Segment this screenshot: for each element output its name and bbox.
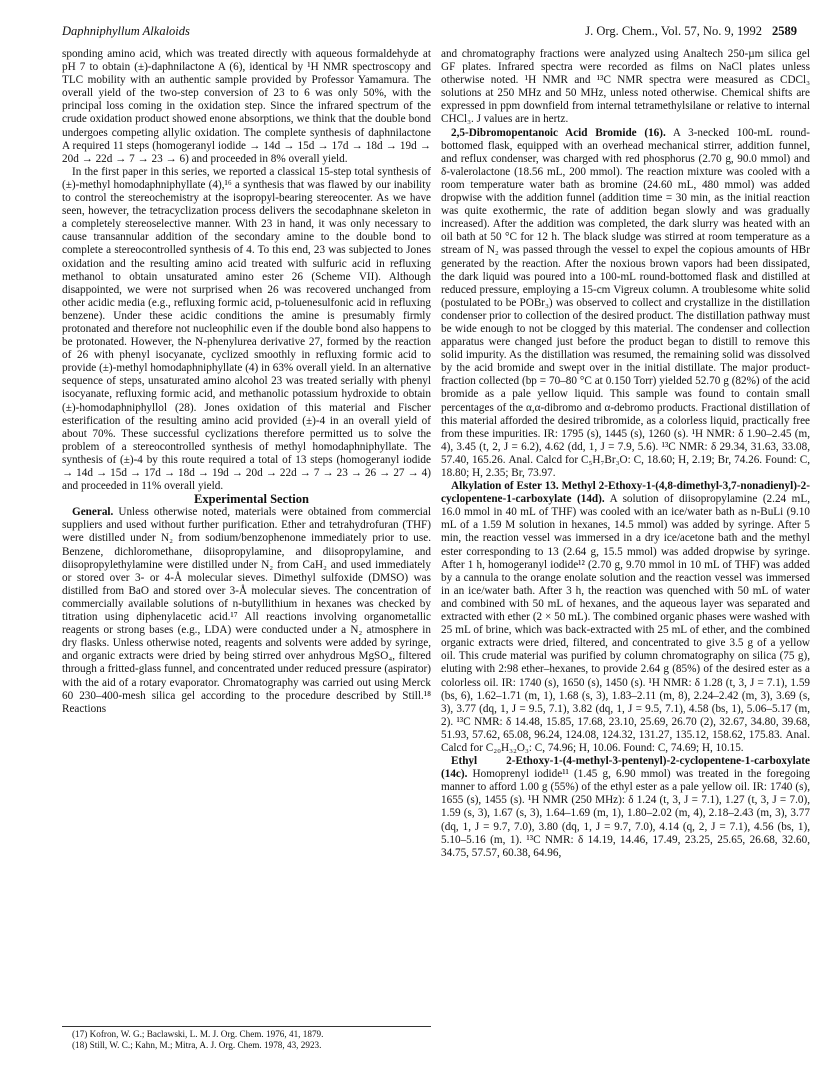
paragraph-compound-14c-body: Homoprenyl iodide¹¹ (1.45 g, 6.90 mmol) was treated in the foregoing manner to afford 1.00 g (55%) of the ethyl ester as a pale yellow oil. IR: 1740 (s), 1655 (s), 1455 (s). ¹H NMR (250 MHz): δ 1.24 (t, 3, J = 7.1), 1.27 (t, 3, J = 7.0), 1.59 (s, 3), 1.67 (s, 3), 1.64–1.69 (m, 1), 1.80–2.02 (m, 4), 2.18–2.43 (m, 3), 3.77 (dq, 1, J = 9.7, 7.0), 3.80 (dq, 1, J = 9.7, 7.0), 4.14 (q, 2, J = 7.1), 4.56 (bs, 1), 5.10–5.16 (m, 1). ¹³C NMR: δ 14.19, 14.46, 17.49, 23.25, 25.65, 26.68, 32.60, 34.75, 57.57, 60.38, 64.96,	[441, 768, 810, 859]
paragraph-continuation: sponding amino acid, which was treated directly with aqueous formaldehyde at pH 7 to obtain (±)-daphnilactone A (6), identical by ¹H NMR spectroscopy and TLC mobility with an authentic sample provided by Professor Yamamura. The overall yield of the two-step conversion of 23 to 6 was only 50%, with the principal loss coming in the oxidation step. Since the infrared spectrum of the crude oxidation product showed enone absorptions, we think that the double bond undergoes competing allylic oxidation. The complete synthesis of daphnilactone A required 11 steps (homogeranyl iodide → 14d → 15d → 17d → 18d → 19d → 20d → 22d → 7 → 23 → 6) and proceeded in 8% overall yield.	[62, 48, 431, 165]
paragraph-continuation-right: and chromatography fractions were analyzed using Analtech 250-µm silica gel GF plates. Infrared spectra were recorded as films on NaCl plates unless otherwise noted. ¹H NMR and ¹³C NMR spectra were measured as CDCl₃ solutions at 250 MHz and 50 MHz, unless noted otherwise. Chemical shifts are expressed in ppm downfield from internal tetramethylsilane or relative to internal CHCl₃. J values are in hertz.	[441, 48, 810, 126]
paragraph-compound-16-body: A 3-necked 100-mL round-bottomed flask, equipped with an overhead mechanical stirrer, addition funnel, and reflux condenser, was charged with red phosphorus (2.70 g, 90.0 mmol) and δ-valerolactone (18.56 mL, 200 mmol). The reaction mixture was cooled with a room temperature water bath as bromine (24.60 mL, 480 mmol) was added dropwise with the addition funnel (addition time = 30 min, as the initial reaction was quite exothermic, the rate of addition began slowly and was gradually increased). After the addition was completed, the dark slurry was heated with an oil bath at 50 °C for 12 h. The black sludge was stirred at room temperature as a stream of N₂ was passed through the vessel to expel the copious amounts of HBr generated by the reaction. After the noxious brown vapors had been dissipated, the dark liquid was poured into a 100-mL round-bottomed flask and distilled at reduced pressure, employing a 15-cm Vigreux column. A troublesome white solid (postulated to be POBr₃) was observed to collect and crystallize in the distillation condenser prior to collection of the desired product. The distillation pathway must be wide enough to not be clogged by this material. The condenser and collection apparatus were changed just before the product began to distill to remove this solid impurity. As the distillation was resumed, the remaining solid was dissolved by the acid bromide and swept over in the initial distillate. The major product-fraction collected (bp = 70–80 °C at 0.150 Torr) yielded 52.70 g (82%) of the acid bromide as a pale yellow liquid. This sample was found to contain small percentages of the α,α-dibromo and α-debromo products. Fractional distillation of this material afforded the desired tribromide, as a colorless liquid, practically free from these impurities. IR: 1795 (s), 1445 (s), 1260 (s). ¹H NMR: δ 1.90–2.45 (m, 4), 3.45 (t, 2, J = 6.2), 4.62 (dd, 1, J = 7.9, 5.6). ¹³C NMR: δ 29.34, 31.63, 33.08, 57.40, 165.26. Anal. Calcd for C₅H₇Br₃O: C, 18.60; H, 2.19; Br, 74.26. Found: C, 18.80; H, 2.35; Br, 73.97.	[441, 126, 810, 479]
running-header	[62, 24, 797, 42]
footnote-divider	[62, 1026, 431, 1027]
paragraph-compound-16	[441, 127, 810, 481]
section-title-experimental: Experimental Section	[194, 492, 309, 507]
journal-citation: J. Org. Chem., Vol. 57, No. 9, 1992	[585, 24, 762, 38]
footnote-17: (17) Kofron, W. G.; Baclawski, L. M. J. Org. Chem. 1976, 41, 1879.	[72, 1029, 324, 1039]
paragraph-general	[62, 506, 431, 716]
right-column	[441, 48, 810, 860]
paragraph-homodaphniphyllate: In the first paper in this series, we reported a classical 15-step total synthesis of (±)-methyl homodaphniphyllate (4),¹⁶ a synthesis that was flawed by our inability to control the stereochemistry at the isopropyl-bearing stereocenter. As we have seen, however, the tetracyclization process delivers the secodaphnane skeleton in a completely stereoselective manner. With 23 in hand, it was only necessary to cause transannular addition of the secondary amine to the double bond to complete a stereocontrolled synthesis of 4. To this end, 23 was subjected to Jones oxidation and the resulting amino acid treated with sulfuric acid in refluxing methanol to obtain unsaturated amino ester 26 (Scheme VII). Although disappointed, we were not surprised when 26 was recovered unchanged from other acidic media (e.g., refluxing formic acid, p-toluenesulfonic acid in refluxing benzene). Under these acidic conditions the amine is presumably firmly protonated and therefore not nucleophilic even if the double bond also happens to be protonated. However, the N-phenylurea derivative 27, formed by the reaction of 26 with phenyl isocyanate, cyclized smoothly in refluxing formic acid to provide (±)-methyl homodaphniphyllate (4) in 63% overall yield. In an alternative sequence of steps, unsaturated amino alcohol 23 was treated serially with phenyl isocyanate, refluxing formic acid, and methanolic potassium hydroxide to obtain (±)-homodaphniphyllol (28). Jones oxidation of this material and Fischer esterification of the resulting amino acid provided (±)-4 in an overall yield of about 70%. These successful cyclizations therefore permitted us to solve the problem of a stereocontrolled synthesis of methyl homodaphniphyllate. The synthesis of (±)-4 by this route required a total of 13 steps (homogeranyl iodide → 14d → 15d → 17d → 18d → 19d → 20d → 22d → 7 → 23 → 26 → 27 → 4) and proceeded in 11% overall yield.	[62, 165, 431, 493]
paragraph-compound-14c	[441, 755, 810, 860]
compound-heading-14c: Ethyl 2-Ethoxy-1-(4-methyl-3-pentenyl)-2-cyclopentene-1-carboxylate (14c).	[441, 755, 810, 781]
footnotes	[62, 1026, 431, 1051]
paragraph-lead-general: General.	[72, 506, 114, 519]
compound-heading-14d: Alkylation of Ester 13. Methyl 2-Ethoxy-1-(4,8-dimethyl-3,7-nonadienyl)-2-cyclopentene-1-carboxylate (14d).	[441, 480, 810, 506]
compound-heading-16: 2,5-Dibromopentanoic Acid Bromide (16).	[451, 126, 666, 139]
running-title: Daphniphyllum Alkaloids	[62, 24, 190, 38]
paragraph-general-body: Unless otherwise noted, materials were obtained from commercial suppliers and used without further purification. Ether and tetrahydrofuran (THF) were distilled under N₂ from sodium/benzophenone immediately prior to use. Benzene, dichloromethane, diisopropylamine, and diisopropylamine, and diisopropylethylamine were distilled under N₂ from CaH₂ and used immediately or stored over 3- or 4-Å molecular sieves. Dimethyl sulfoxide (DMSO) was distilled from BaO and stored over 3-Å molecular sieves. The concentration of commercially available solutions of n-butyllithium in hexanes was checked by titration using diphenylacetic acid.¹⁷ All reactions involving organometallic reagents or strong bases (e.g., LDA) were conducted under a N₂ atmosphere in dry flasks. Unless otherwise noted, reagents and solvents were added by syringe, and organic extracts were dried by being stirred over anhydrous MgSO₄, filtered through a fritted-glass funnel, and concentrated under reduced pressure (aspirator) with the aid of a rotary evaporator. Chromatography was carried out using Merck 60 230–400-mesh silica gel according to the procedure described by Still.¹⁸ Reactions	[62, 506, 431, 715]
page-number: 2589	[772, 24, 797, 38]
journal-citation-header	[585, 24, 797, 39]
footnote-18: (18) Still, W. C.; Kahn, M.; Mitra, A. J. Org. Chem. 1978, 43, 2923.	[72, 1040, 322, 1050]
paragraph-compound-14d-body: A solution of diisopropylamine (2.24 mL, 16.0 mmol in 40 mL of THF) was cooled with an ice/water bath as n-BuLi (9.10 mL of a 1.59 M solution in hexanes, 14.5 mmol) was added by syringe. After 5 min, the reaction vessel was immersed in a dry ice/acetone bath and the methyl ester corresponding to 13 (2.64 g, 15.5 mmol) was added dropwise by syringe. After 1 h, homogeranyl iodide¹² (2.70 g, 9.70 mmol in 10 mL of THF) was added by a cannula to the orange enolate solution and the reaction vessel was immersed in an ice/water bath. After 3 h, the reaction was quenched with 50 mL of water and combined with 50 mL of hexanes, and the aqueous layer was separated and extracted with ether (2 × 50 mL). The combined organic phases were washed with 25 mL of brine, which was back-extracted with 25 mL of ether, and the combined organic extracts were dried, filtered, and concentrated to give 3.5 g of a yellow oil. This crude material was purified by column chromatography on silica (75 g), eluting with 2:98 ether–hexanes, to provide 2.64 g (85%) of the desired ester as a colorless oil. IR: 1740 (s), 1650 (s), 1450 (s). ¹H NMR: δ 1.28 (t, 3, J = 7.1), 1.59 (bs, 6), 1.62–1.71 (m, 1), 1.68 (s, 3), 1.83–2.11 (m, 8), 2.24–2.42 (m, 3), 3.69 (s, 3), 3.77 (dq, 1, J = 9.5, 7.1), 3.82 (dq, 1, J = 9.5, 7.1), 4.58 (bs, 1), 5.06–5.17 (m, 2). ¹³C NMR: δ 14.48, 15.85, 17.68, 23.10, 25.69, 26.70 (2), 32.67, 34.80, 39.68, 51.93, 57.62, 65.08, 96.24, 124.08, 124.32, 131.27, 135.12, 158.62, 175.83. Anal. Calcd for C₂₀H₃₂O₃: C, 74.96; H, 10.06. Found: C, 74.69; H, 10.15.	[441, 493, 810, 754]
left-column	[62, 48, 431, 716]
paragraph-compound-14d	[441, 480, 810, 755]
